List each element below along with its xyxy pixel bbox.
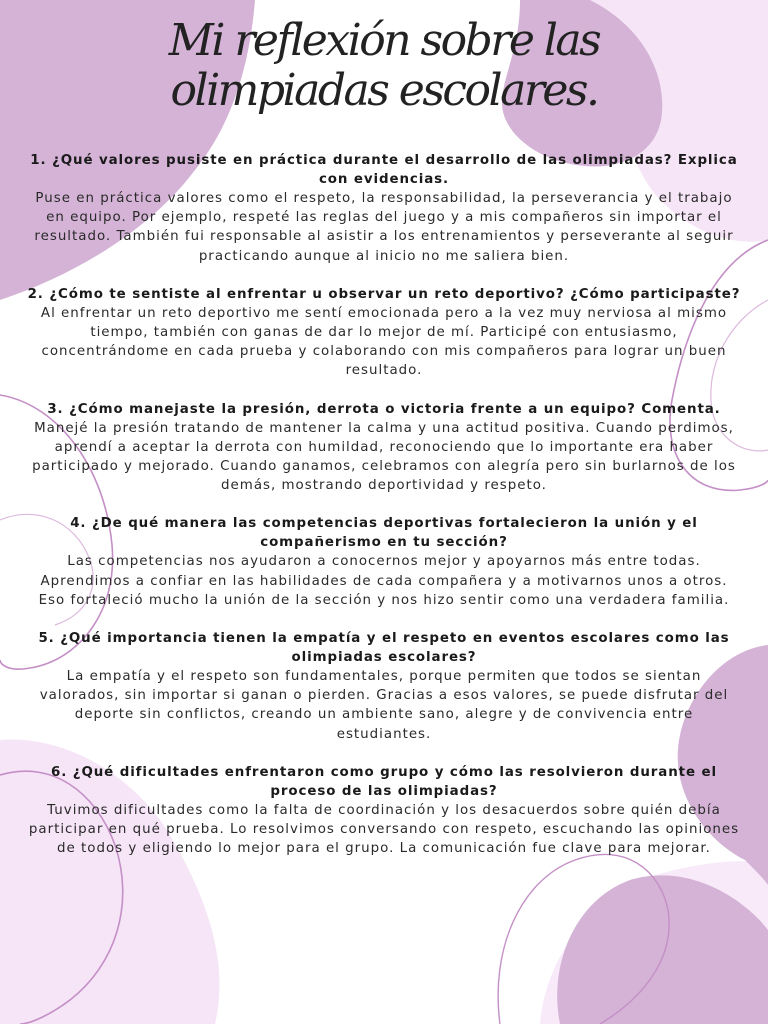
title-line-1: Mi reflexión sobre las — [168, 15, 600, 66]
question-1: 1. ¿Qué valores pusiste en práctica durante el desarrollo de las olimpiadas? Explica con evidencias. — [30, 153, 738, 187]
question-3: 3. ¿Cómo manejaste la presión, derrota o victoria frente a un equipo? Comenta. — [47, 401, 721, 417]
answer-1: Puse en práctica valores como el respeto, la responsabilidad, la perseverancia y el trabajo en equipo. Por ejemplo, respeté las reglas del juego y a mis compañeros sin importar el resultado. También fui responsable al asistir a los entrenamientos y perseverante al seguir practicando aunque al inicio no me saliera bien. — [34, 191, 734, 264]
title-line-2: olimpiadas escolares. — [170, 65, 598, 116]
question-6: 6. ¿Qué dificultades enfrentaron como grupo y cómo las resolvieron durante el proceso de las olimpiadas? — [51, 764, 717, 799]
reflection-content — [26, 151, 742, 877]
question-2: 2. ¿Cómo te sentiste al enfrentar u observar un reto deportivo? ¿Cómo participaste? — [27, 286, 741, 302]
answer-4: Las competencias nos ayudaron a conocernos mejor y apoyarnos más entre todas. Aprendimos a confiar en las habilidades de cada compañera y a motivarnos unos a otros. Eso fortaleció mucho la unión de la sección y nos hizo sentir como una verdadera familia. — [38, 554, 730, 608]
reflection-section-2 — [26, 285, 742, 381]
answer-5: La empatía y el respeto son fundamentales, porque permiten que todos se sientan valorados, sin importar si ganan o pierden. Gracias a esos valores, se puede disfrutar del deporte sin conflictos, creando un ambiente sano, alegre y de convivencia entre estudiantes. — [39, 669, 729, 742]
reflection-section-1 — [26, 151, 742, 266]
reflection-section-4 — [26, 514, 742, 610]
question-5: 5. ¿Qué importancia tienen la empatía y el respeto en eventos escolares como las olimpiadas escolares? — [38, 631, 730, 666]
question-4: 4. ¿De qué manera las competencias deportivas fortalecieron la unión y el compañerismo en tu sección? — [70, 516, 698, 551]
answer-3: Manejé la presión tratando de mantener la calma y una actitud positiva. Cuando perdimos, aprendí a aceptar la derrota con humildad, reconociendo que lo importante era haber participado y mejorado. Cuando ganamos, celebramos con alegría pero sin burlarnos de los demás, mostrando deportividad y respeto. — [32, 420, 736, 494]
answer-6: Tuvimos dificultades como la falta de coordinación y los desacuerdos sobre quién debía participar en qué prueba. Lo resolvimos conversando con respeto, escuchando las opiniones de todos y eligiendo lo mejor para el grupo. La comunicación fue clave para mejorar. — [28, 802, 740, 857]
reflection-section-3 — [26, 400, 742, 496]
answer-2: Al enfrentar un reto deportivo me sentí emocionada pero a la vez muy nerviosa al mismo tiempo, también con ganas de dar lo mejor de mí. Participé con entusiasmo, concentrándome en cada prueba y colaborando con mis compañeros para lograr un buen resultado. — [40, 305, 728, 379]
reflection-section-6 — [26, 763, 742, 859]
reflection-section-5 — [26, 629, 742, 744]
page-title — [0, 16, 768, 116]
